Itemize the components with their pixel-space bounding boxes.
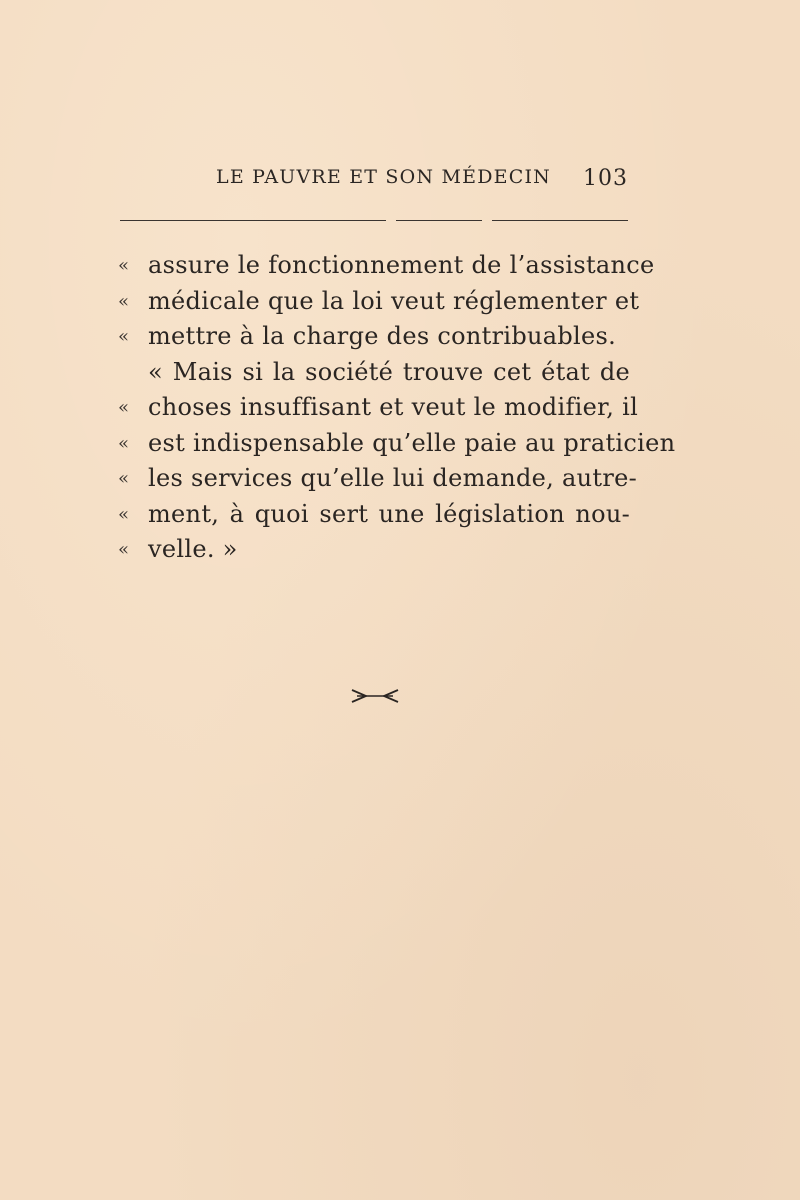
tail-ornament-icon (350, 686, 400, 706)
line-text: velle. » (148, 535, 238, 563)
text-line (118, 319, 630, 355)
quote-mark: « (118, 397, 130, 418)
quote-mark: « (118, 539, 130, 560)
line-text: assure le fonctionnement de l’assistance (148, 251, 655, 279)
text-line (118, 248, 655, 284)
line-text: ment, à quoi sert une législation nou- (148, 499, 630, 528)
page-header (120, 166, 628, 196)
quote-mark: « (118, 503, 130, 525)
quote-mark: « (118, 326, 130, 347)
header-rule (120, 220, 628, 224)
line-text: les services qu’elle lui demande, autre- (148, 464, 638, 492)
text-line (118, 497, 630, 533)
page-number: 103 (583, 166, 628, 191)
text-line (118, 461, 638, 497)
line-text: « Mais si la société trouve cet état de (148, 357, 630, 386)
line-text: est indispensable qu’elle paie au praticien (148, 428, 676, 457)
quote-mark: « (118, 432, 130, 454)
line-text: choses insuffisant et veut le modifier, il (148, 393, 639, 421)
text-line (118, 390, 639, 426)
quote-mark: « (118, 290, 130, 312)
line-text: mettre à la charge des contribuables. (148, 322, 617, 350)
text-line (118, 532, 630, 568)
header-rule-segment (396, 220, 482, 221)
running-title: LE PAUVRE ET SON MÉDECIN (216, 166, 551, 188)
body-text (118, 248, 676, 568)
text-line (118, 355, 630, 391)
quote-mark: « (118, 468, 130, 489)
text-line (118, 284, 640, 320)
text-line (118, 426, 676, 462)
header-rule-segment (120, 220, 386, 221)
header-rule-segment (492, 220, 628, 221)
line-text: médicale que la loi veut réglementer et (148, 286, 640, 315)
quote-mark: « (118, 255, 130, 276)
